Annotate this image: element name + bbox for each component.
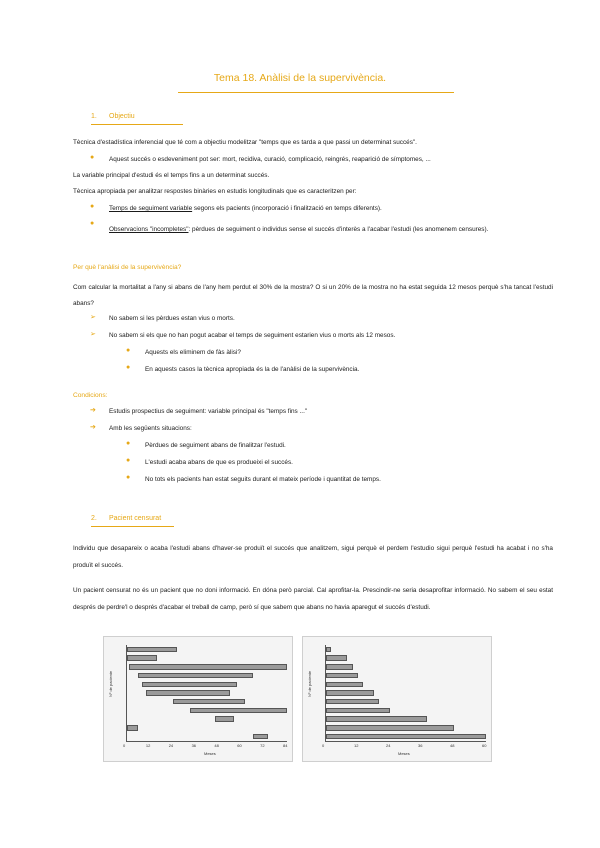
arrowhead-icon: ➢ (90, 314, 96, 321)
characteristic-1-term: Temps de seguiment variable (109, 205, 193, 212)
right-arrow-icon: ➔ (90, 407, 96, 414)
intro-paragraph-1: Tècnica d'estadística inferencial que té com a objectiu modelitzar "temps que es tarda a que passi un determinat succés". (73, 139, 417, 146)
bullet-icon: ● (90, 154, 95, 161)
chart-1-bar (142, 682, 237, 687)
page-title: Tema 18. Anàlisi de la supervivència. (213, 72, 387, 84)
why-paragraph: Com calcular la mortalitat a l'any si abans de l'any hem perdut el 30% de la mostra? O si un 20% de la mostra no ha estat seguida 12 mesos perquè s'ha tancat l'estudi abans? (73, 284, 553, 307)
x-tick-label: 60 (482, 743, 487, 748)
bullet-icon: ● (90, 203, 95, 210)
x-tick-label: 12 (145, 743, 151, 748)
chart-1-bar (127, 647, 177, 652)
chart-patient-times (302, 636, 492, 762)
why-question-1: Aquests els eliminem de fàs àlisi? (145, 349, 241, 356)
why-question-2: En aquests casos la tècnica apropiada és la de l'anàlisi de la supervivència. (145, 366, 360, 373)
intro-bullet-1: Aquest succés o esdeveniment pot ser: mort, recidiva, curació, complicació, reingrés, reaparició de símptomes, ... (109, 156, 431, 163)
chart-2-bar (326, 673, 358, 678)
bullet-icon: ● (126, 457, 131, 464)
conditions-item-2: Amb les següents situacions: (109, 425, 192, 432)
x-tick-label: 36 (191, 743, 197, 748)
chart-2-bar (326, 647, 331, 652)
chart-2-plot-area (325, 645, 486, 742)
section-2-number: 2. (91, 515, 97, 522)
chart-1-bar (129, 664, 287, 669)
intro-paragraph-3: Tècnica apropiada per analitzar respostes binàries en estudis longitudinals que es caracteritzen per: (73, 188, 357, 195)
chart-2-bar (326, 716, 427, 721)
arrowhead-icon: ➢ (90, 331, 96, 338)
conditions-situation-3: No tots els pacients han estat seguits durant el mateix període i quantitat de temps. (145, 476, 381, 483)
chart-1-x-axis (123, 743, 288, 749)
chart-2-bar (326, 734, 486, 739)
chart-1-bar (127, 655, 157, 660)
why-item-1: No sabem si les pèrdues estan vius o morts. (109, 315, 235, 322)
x-tick-label: 24 (386, 743, 391, 748)
x-tick-label: 0 (322, 743, 325, 748)
characteristic-1 (109, 205, 549, 213)
right-arrow-icon: ➔ (90, 424, 96, 431)
bullet-icon: ● (126, 347, 131, 354)
intro-paragraph-2: La variable principal d'estudi és el temps fins a un determinat succés. (73, 172, 270, 179)
conditions-item-1: Estudis prospectius de seguiment: variable principal és "temps fins ..." (109, 408, 308, 415)
section-2-label: Pacient censurat (109, 515, 162, 522)
section-1-label: Objectiu (109, 113, 135, 120)
x-tick-label: 36 (418, 743, 423, 748)
chart-2-xlabel: Meses (398, 751, 410, 756)
chart-2-bar (326, 682, 363, 687)
chart-1-plot-area (126, 645, 287, 742)
section-2-heading (91, 515, 161, 522)
x-tick-label: 0 (123, 743, 126, 748)
chart-1-bar (138, 673, 252, 678)
chart-1-xlabel: Meses (204, 751, 216, 756)
characteristic-2-text: : pèrdues de seguiment o individus sense el succés d'interès a l'acabar l'estudi (les anomenem censures). (188, 226, 489, 233)
chart-1-ylabel: Nº de paciente (108, 670, 113, 697)
x-tick-label: 48 (450, 743, 455, 748)
chart-1-bar (146, 690, 230, 695)
title-underline (178, 92, 454, 93)
characteristic-2-term: Observacions "incompletes" (109, 226, 189, 233)
characteristic-2 (109, 222, 553, 237)
chart-2-ylabel: Nº de paciente (307, 670, 312, 697)
chart-1-bar (190, 708, 287, 713)
x-tick-label: 60 (237, 743, 242, 748)
section-2-rule (91, 526, 174, 527)
section-1-heading (91, 113, 135, 120)
chart-2-bar (326, 699, 379, 704)
x-tick-label: 12 (354, 743, 359, 748)
bullet-icon: ● (90, 220, 95, 227)
bullet-icon: ● (126, 364, 131, 371)
x-tick-label: 72 (260, 743, 265, 748)
chart-follow-up-times (103, 636, 293, 762)
censured-paragraph-1: Individu que desapareix o acaba l'estudi abans d'haver-se produït el succés que analitzem, sigui perquè el perdem l'estudio sigui perquè l'estudi ha acabat i no s'ha produït el succés. (73, 545, 553, 569)
censured-paragraph-2: Un pacient censurat no és un pacient que no doni informació. En dóna però parcial. Cal aprofitar-la. Prescindir-ne seria desaprofitar informació. No sabem el seu estat després de perdre'l o després d'acabar el treball de camp, però sí que sabem que abans no havia aparegut el succés d'estudi. (73, 587, 553, 611)
why-heading: Per què l'anàlisi de la supervivència? (73, 264, 182, 271)
bullet-icon: ● (126, 474, 131, 481)
bullet-icon: ● (126, 440, 131, 447)
chart-1-bar (173, 699, 245, 704)
section-1-rule (91, 124, 183, 125)
x-tick-label: 24 (168, 743, 174, 748)
chart-2-bar (326, 655, 347, 660)
x-tick-label: 84 (283, 743, 288, 748)
conditions-situation-1: Pèrdues de seguiment abans de finalitzar l'estudi. (145, 442, 286, 449)
section-1-number: 1. (91, 113, 97, 120)
chart-2-bar (326, 725, 454, 730)
conditions-heading: Condicions: (73, 392, 108, 399)
chart-1-bar (127, 725, 138, 730)
chart-2-bar (326, 708, 390, 713)
chart-2-x-axis (322, 743, 487, 749)
characteristic-1-text: segons els pacients (incorporació i finalització en temps diferents). (192, 205, 382, 212)
chart-1-bar (253, 734, 268, 739)
chart-2-bar (326, 690, 374, 695)
conditions-situation-2: L'estudi acaba abans de que es produeixi el succés. (145, 459, 293, 466)
chart-1-bar (215, 716, 234, 721)
chart-2-bar (326, 664, 353, 669)
why-item-2: No sabem si els que no han pogut acabar el temps de seguiment estarien vius o morts als 12 mesos. (109, 332, 396, 339)
x-tick-label: 48 (214, 743, 219, 748)
